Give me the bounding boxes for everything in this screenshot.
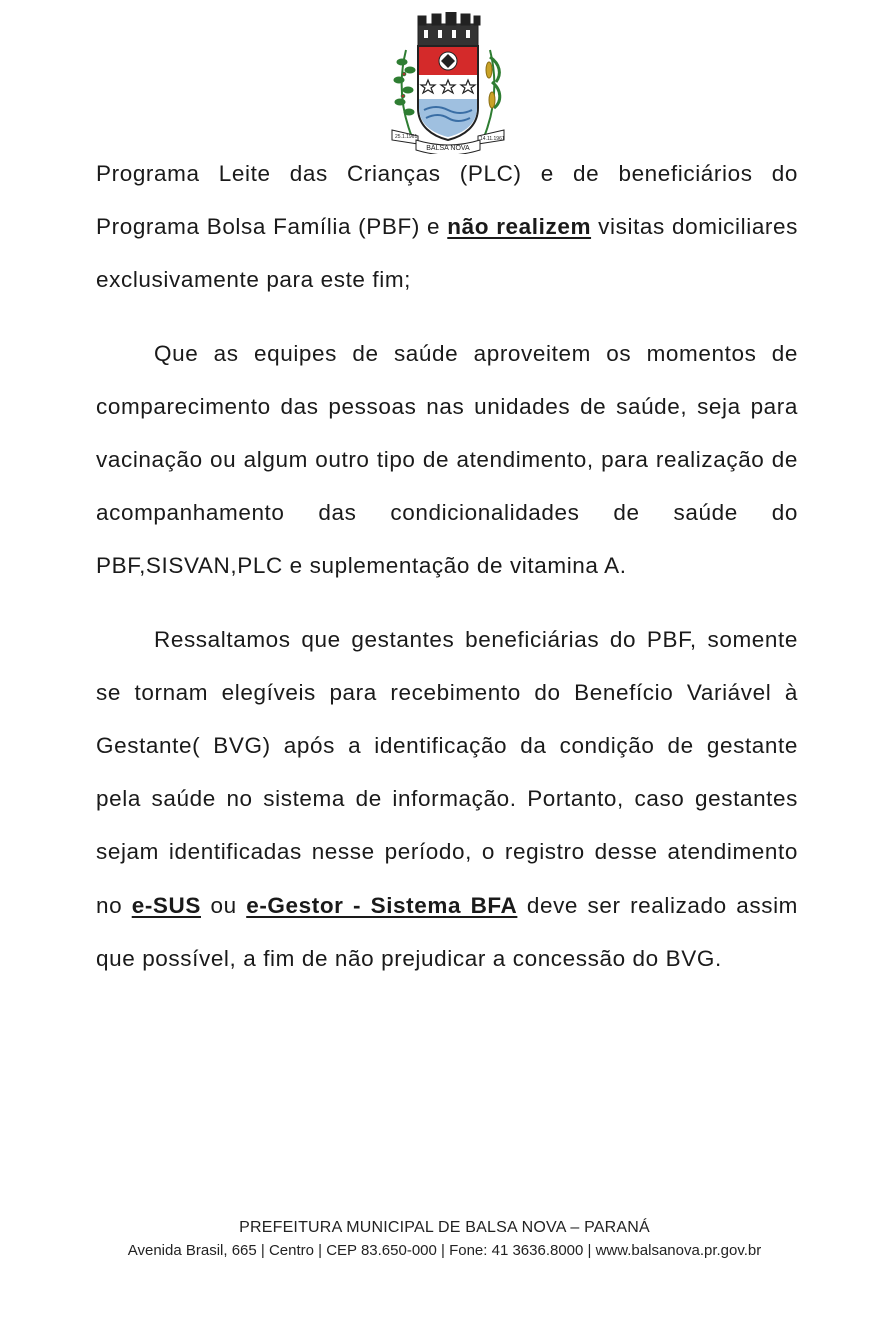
crest-date-right: 14.11.1961 (480, 136, 505, 142)
shield-icon (418, 46, 478, 140)
crest-date-left: 25.1.1961 (395, 134, 418, 140)
paragraph-3-text-a: Ressaltamos que gestantes beneficiárias do PBF, somente se tornam elegíveis para recebimento do Benefício Variável à Gestante( BVG) após a identificação da condição de gestante pela saúde no sistema de informação. Portanto, caso gestantes sejam identificadas nesse período, o registro desse atendimento no (96, 626, 798, 918)
coffee-branch-icon (394, 50, 415, 137)
footer-address: Avenida Brasil, 665 | Centro | CEP 83.650-000 | Fone: 41 3636.8000 | www.balsanova.pr.gov.br (127, 1242, 762, 1259)
paragraph-3 (96, 613, 798, 985)
corn-stalk-icon (484, 50, 500, 137)
paragraph-3-text-c: deve ser realizado assim que possível, a fim de não prejudicar a concessão do BVG. (96, 892, 799, 971)
crest-banner-text: BALSA NOVA (426, 145, 470, 152)
emphasis-e-sus: e-SUS (131, 892, 201, 918)
mural-crown-icon (418, 12, 480, 46)
paragraph-1-text-b: visitas domiciliares exclusivamente para este fim; (96, 214, 798, 293)
municipal-crest (388, 12, 508, 154)
paragraph-2 (96, 327, 798, 593)
footer-institution: PREFEITURA MUNICIPAL DE BALSA NOVA – PARANÁ (239, 1219, 650, 1236)
emphasis-nao-realizem: não realizem (447, 214, 592, 240)
paragraph-1 (96, 147, 798, 307)
paragraph-3-text-b: ou (201, 892, 247, 918)
emphasis-e-gestor: e-Gestor - Sistema BFA (246, 892, 518, 918)
paragraph-1-text-a: Programa Leite das Crianças (PLC) e de beneficiários do Programa Bolsa Família (PBF) e (96, 161, 798, 240)
paragraph-2-text: Que as equipes de saúde aproveitem os momentos de comparecimento das pessoas nas unidades de saúde, seja para vacinação ou algum outro tipo de atendimento, para realização de acompanhamento das condicionalidades de saúde do PBF,SISVAN,PLC e suplementação de vitamina A. (96, 340, 798, 579)
document-body (96, 147, 798, 985)
